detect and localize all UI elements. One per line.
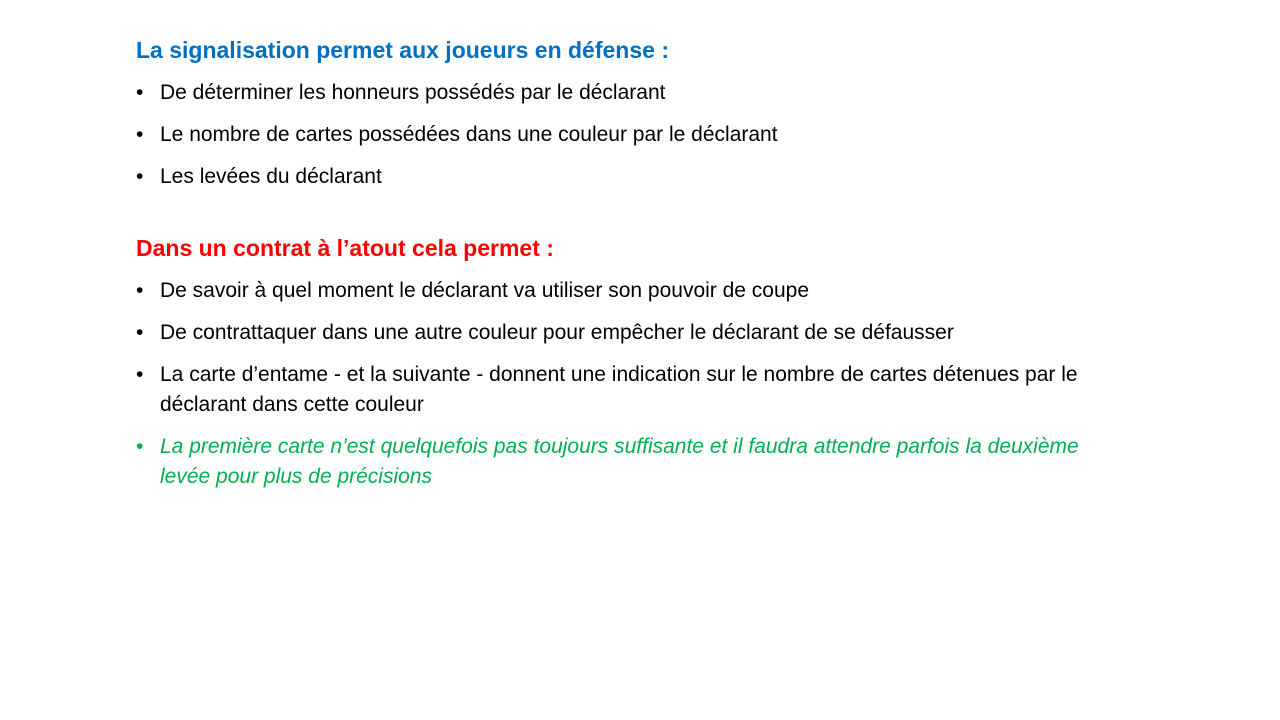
- bullet-list-signalisation: [136, 78, 1116, 192]
- list-item-text: Le nombre de cartes possédées dans une couleur par le déclarant: [160, 123, 778, 146]
- list-item-text: Les levées du déclarant: [160, 165, 382, 188]
- section-heading-signalisation: La signalisation permet aux joueurs en défense :: [136, 37, 669, 63]
- list-item-text: La première carte n’est quelquefois pas toujours suffisante et il faudra attendre parfois la deuxième levée pour plus de précisions: [160, 435, 1079, 488]
- list-item: [136, 120, 1116, 150]
- bullet-icon: •: [136, 279, 144, 302]
- bullet-icon: •: [136, 435, 144, 458]
- list-item: [136, 360, 1116, 420]
- list-item-highlight: [136, 432, 1116, 492]
- list-item: [136, 162, 1116, 192]
- list-item: [136, 318, 1116, 348]
- list-item-text: De savoir à quel moment le déclarant va utiliser son pouvoir de coupe: [160, 279, 810, 302]
- bullet-icon: •: [136, 165, 144, 188]
- list-item-text: De contrattaquer dans une autre couleur pour empêcher le déclarant de se défausser: [160, 321, 954, 344]
- list-item: [136, 78, 1116, 108]
- slide-content: [136, 34, 1116, 492]
- list-item-text: La carte d’entame - et la suivante - donnent une indication sur le nombre de cartes détenues par le déclarant dans cette couleur: [160, 363, 1078, 416]
- bullet-icon: •: [136, 321, 144, 344]
- section-heading-atout: Dans un contrat à l’atout cela permet :: [136, 235, 554, 261]
- list-item-text: De déterminer les honneurs possédés par le déclarant: [160, 81, 666, 104]
- bullet-icon: •: [136, 363, 144, 386]
- bullet-list-atout: [136, 276, 1116, 492]
- bullet-icon: •: [136, 123, 144, 146]
- list-item: [136, 276, 1116, 306]
- section-spacer: [136, 192, 1116, 232]
- bullet-icon: •: [136, 81, 144, 104]
